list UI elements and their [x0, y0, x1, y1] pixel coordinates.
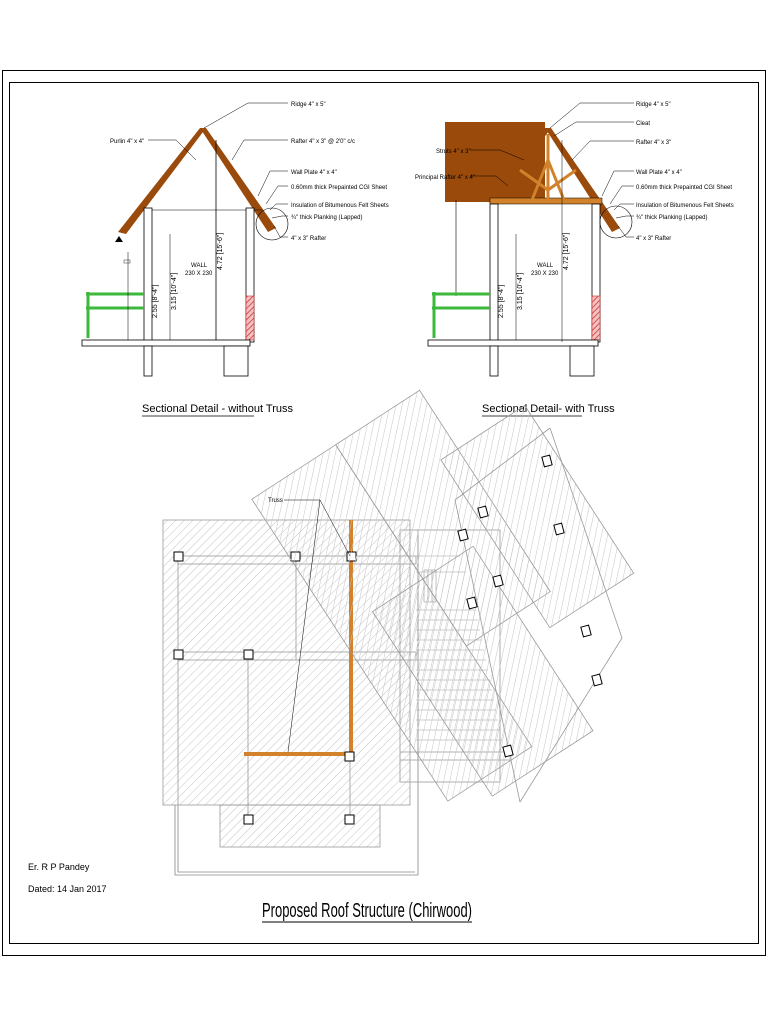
- right-wall-plate-label: Wall Plate 4" x 4": [636, 170, 682, 176]
- left-dim-c: 4.72 [15'-6"]: [217, 232, 224, 270]
- truss-eave-circle: [600, 206, 632, 238]
- right-wall-label: WALL: [537, 263, 554, 269]
- left-rafter-label: Rafter 4" x 3" @ 2'0" c/c: [291, 139, 355, 145]
- right-dim-c: 4.72 [15'-6"]: [563, 232, 570, 270]
- right-rafter-small-label: 4" x 3" Rafter: [636, 236, 672, 242]
- right-roof-slope: [200, 128, 276, 232]
- right-section-drawing: [428, 103, 634, 376]
- right-rafter-label: Rafter 4" x 3": [636, 140, 672, 146]
- date-stamp: Dated: 14 Jan 2017: [28, 884, 107, 894]
- right-cgi-sheet-label: 0.60mm thick Prepainted CGI Sheet: [636, 185, 733, 191]
- right-caption: Sectional Detail- with Truss: [482, 403, 615, 415]
- drawing-title: Proposed Roof Structure (Chirwood): [262, 900, 472, 922]
- right-insulation-label: Insulation of Bitumenous Felt Sheets: [636, 203, 734, 209]
- truss-left-wall: [490, 204, 498, 342]
- left-wall: [144, 208, 152, 342]
- roof-plan: [163, 347, 694, 875]
- left-insulation-label: Insulation of Bitumenous Felt Sheets: [291, 203, 389, 209]
- plan-truss-label: Truss: [268, 498, 283, 504]
- author-name: Er. R P Pandey: [28, 862, 90, 872]
- left-wall-plate-label: Wall Plate 4" x 4": [291, 170, 337, 176]
- left-cgi-sheet-label: 0.60mm thick Prepainted CGI Sheet: [291, 185, 388, 191]
- left-wall-size: 230 X 230: [185, 271, 213, 277]
- left-ridge-label: Ridge 4" x 5": [291, 102, 326, 108]
- right-planking-label: ¾" thick Planking (Lapped): [636, 215, 708, 221]
- roof-extension: [220, 805, 380, 847]
- right-wall-size: 230 X 230: [531, 271, 559, 277]
- truss-floor-slab: [428, 340, 598, 346]
- gable-panel: [445, 122, 545, 202]
- right-ridge-label: Ridge 4" x 5": [636, 102, 671, 108]
- right-struts-label: Struts 4" x 3": [436, 149, 471, 155]
- left-purlin-label: Purlin 4" x 4": [110, 139, 145, 145]
- left-rafter-small-label: 4" x 3" Rafter: [291, 236, 327, 242]
- right-cleat-label: Cleat: [636, 121, 651, 127]
- left-dim-b: 3.15 [10'-4"]: [171, 272, 178, 310]
- left-caption: Sectional Detail - without Truss: [142, 403, 294, 415]
- left-wall-label: WALL: [191, 263, 208, 269]
- tie-beam: [490, 198, 602, 204]
- right-wall-hatch: [246, 296, 254, 340]
- right-dim-a: 2.55 [8'-4"]: [498, 284, 505, 318]
- floor-slab: [82, 340, 250, 346]
- left-planking-label: ¾" thick Planking (Lapped): [291, 215, 363, 221]
- truss-green-railing: [432, 292, 490, 338]
- right-dim-b: 3.15 [10'-4"]: [517, 272, 524, 310]
- left-dim-a: 2.55 [8'-4"]: [152, 284, 159, 318]
- truss-horizontal: [244, 752, 352, 756]
- green-railing: [86, 292, 144, 338]
- right-principal-rafter-label: Principal Rafter 4" x 4": [415, 175, 475, 181]
